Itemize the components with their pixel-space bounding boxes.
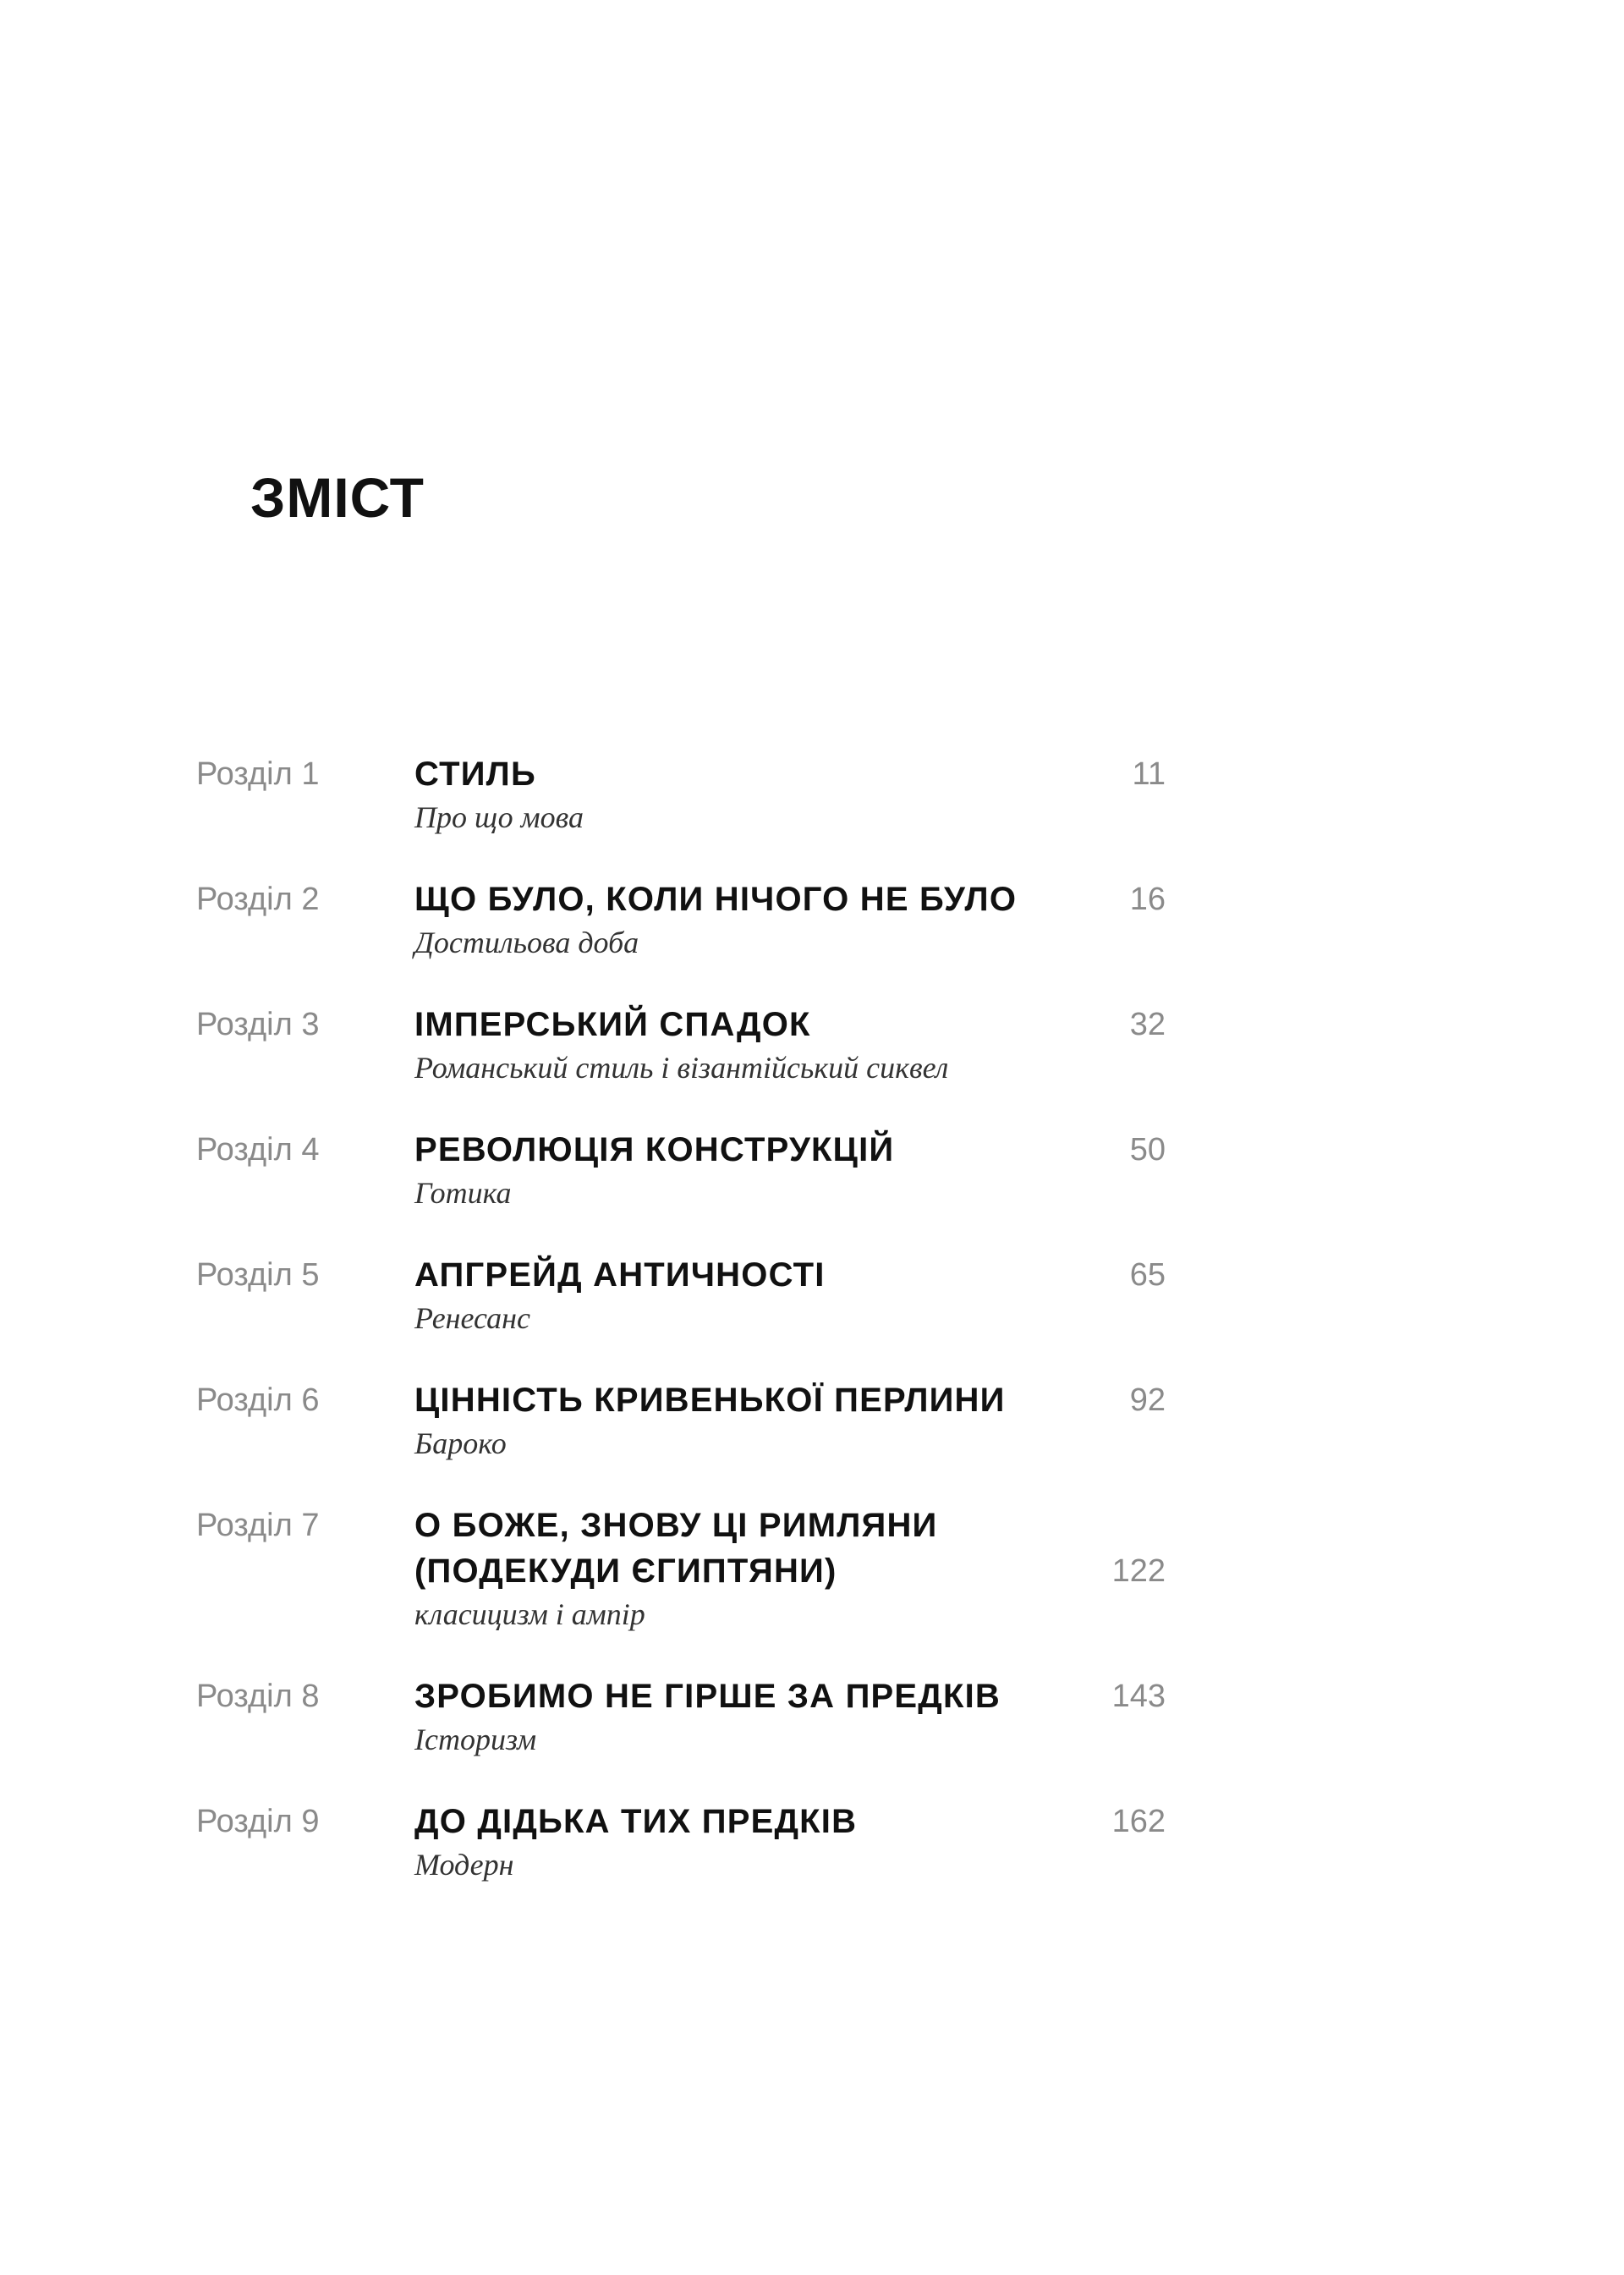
toc-entry[interactable] [196, 1799, 1177, 1885]
chapter-text [414, 1503, 1057, 1635]
page-number: 11 [1132, 756, 1166, 792]
chapter-text [414, 1799, 1057, 1885]
toc-entry[interactable] [196, 1503, 1177, 1635]
chapter-text [414, 876, 1057, 963]
chapter-title: О БОЖЕ, ЗНОВУ ЦІ РИМЛЯНИ [414, 1507, 938, 1544]
chapter-text [414, 1252, 1057, 1338]
chapter-text [414, 1377, 1057, 1464]
chapter-title: ЩО БУЛО, КОЛИ НІЧОГО НЕ БУЛО [414, 881, 1018, 918]
toc-entry[interactable] [196, 876, 1177, 963]
chapter-label: Розділ 8 [196, 1679, 320, 1714]
chapter-subtitle: Ренесанс [414, 1301, 530, 1335]
chapter-text [414, 1002, 1057, 1088]
toc-entry[interactable] [196, 1252, 1177, 1338]
chapter-title: АПГРЕЙД АНТИЧНОСТІ [414, 1256, 826, 1294]
chapter-subtitle: Модерн [414, 1848, 514, 1882]
page-number: 32 [1129, 1007, 1166, 1042]
page-number: 162 [1111, 1804, 1166, 1839]
chapter-label: Розділ 4 [196, 1132, 320, 1168]
chapter-subtitle: Історизм [414, 1723, 537, 1756]
chapter-label: Розділ 1 [196, 756, 320, 792]
chapter-text [414, 751, 1057, 838]
chapter-label: Розділ 5 [196, 1257, 320, 1293]
chapter-subtitle: класицизм і ампір [414, 1597, 645, 1631]
page-number: 143 [1111, 1679, 1166, 1714]
page-number: 65 [1129, 1257, 1166, 1293]
page-title: ЗМІСТ [250, 466, 425, 529]
page-number: 16 [1129, 882, 1166, 917]
toc-entry[interactable] [196, 1127, 1177, 1213]
chapter-label: Розділ 3 [196, 1007, 320, 1042]
chapter-title: СТИЛЬ [414, 756, 536, 793]
chapter-label: Розділ 2 [196, 882, 320, 917]
chapter-subtitle: Про що мова [414, 800, 584, 834]
chapter-label: Розділ 6 [196, 1382, 320, 1418]
chapter-subtitle: Достильова доба [414, 926, 639, 959]
chapter-title: ІМПЕРСЬКИЙ СПАДОК [414, 1006, 811, 1043]
page-number: 122 [1111, 1553, 1166, 1589]
chapter-subtitle: Готика [414, 1176, 512, 1210]
chapter-subtitle: Романський стиль і візантійський сиквел [414, 1051, 949, 1085]
chapter-label: Розділ 7 [196, 1508, 320, 1543]
toc-entry[interactable] [196, 1673, 1177, 1760]
chapter-title: ДО ДІДЬКА ТИХ ПРЕДКІВ [414, 1803, 858, 1840]
page-number: 92 [1129, 1382, 1166, 1418]
chapter-title: ЦІННІСТЬ КРИВЕНЬКОЇ ПЕРЛИНИ [414, 1382, 1006, 1419]
chapter-subtitle: Бароко [414, 1426, 507, 1460]
page-number: 50 [1129, 1132, 1166, 1168]
chapter-text [414, 1673, 1057, 1760]
chapter-title: РЕВОЛЮЦІЯ КОНСТРУКЦІЙ [414, 1131, 895, 1168]
table-of-contents [196, 751, 1177, 1924]
chapter-title-line2: (ПОДЕКУДИ ЄГИПТЯНИ) [414, 1552, 837, 1590]
chapter-title: ЗРОБИМО НЕ ГІРШЕ ЗА ПРЕДКІВ [414, 1678, 1001, 1715]
toc-entry[interactable] [196, 1377, 1177, 1464]
toc-entry[interactable] [196, 751, 1177, 838]
chapter-text [414, 1127, 1057, 1213]
toc-entry[interactable] [196, 1002, 1177, 1088]
chapter-label: Розділ 9 [196, 1804, 320, 1839]
